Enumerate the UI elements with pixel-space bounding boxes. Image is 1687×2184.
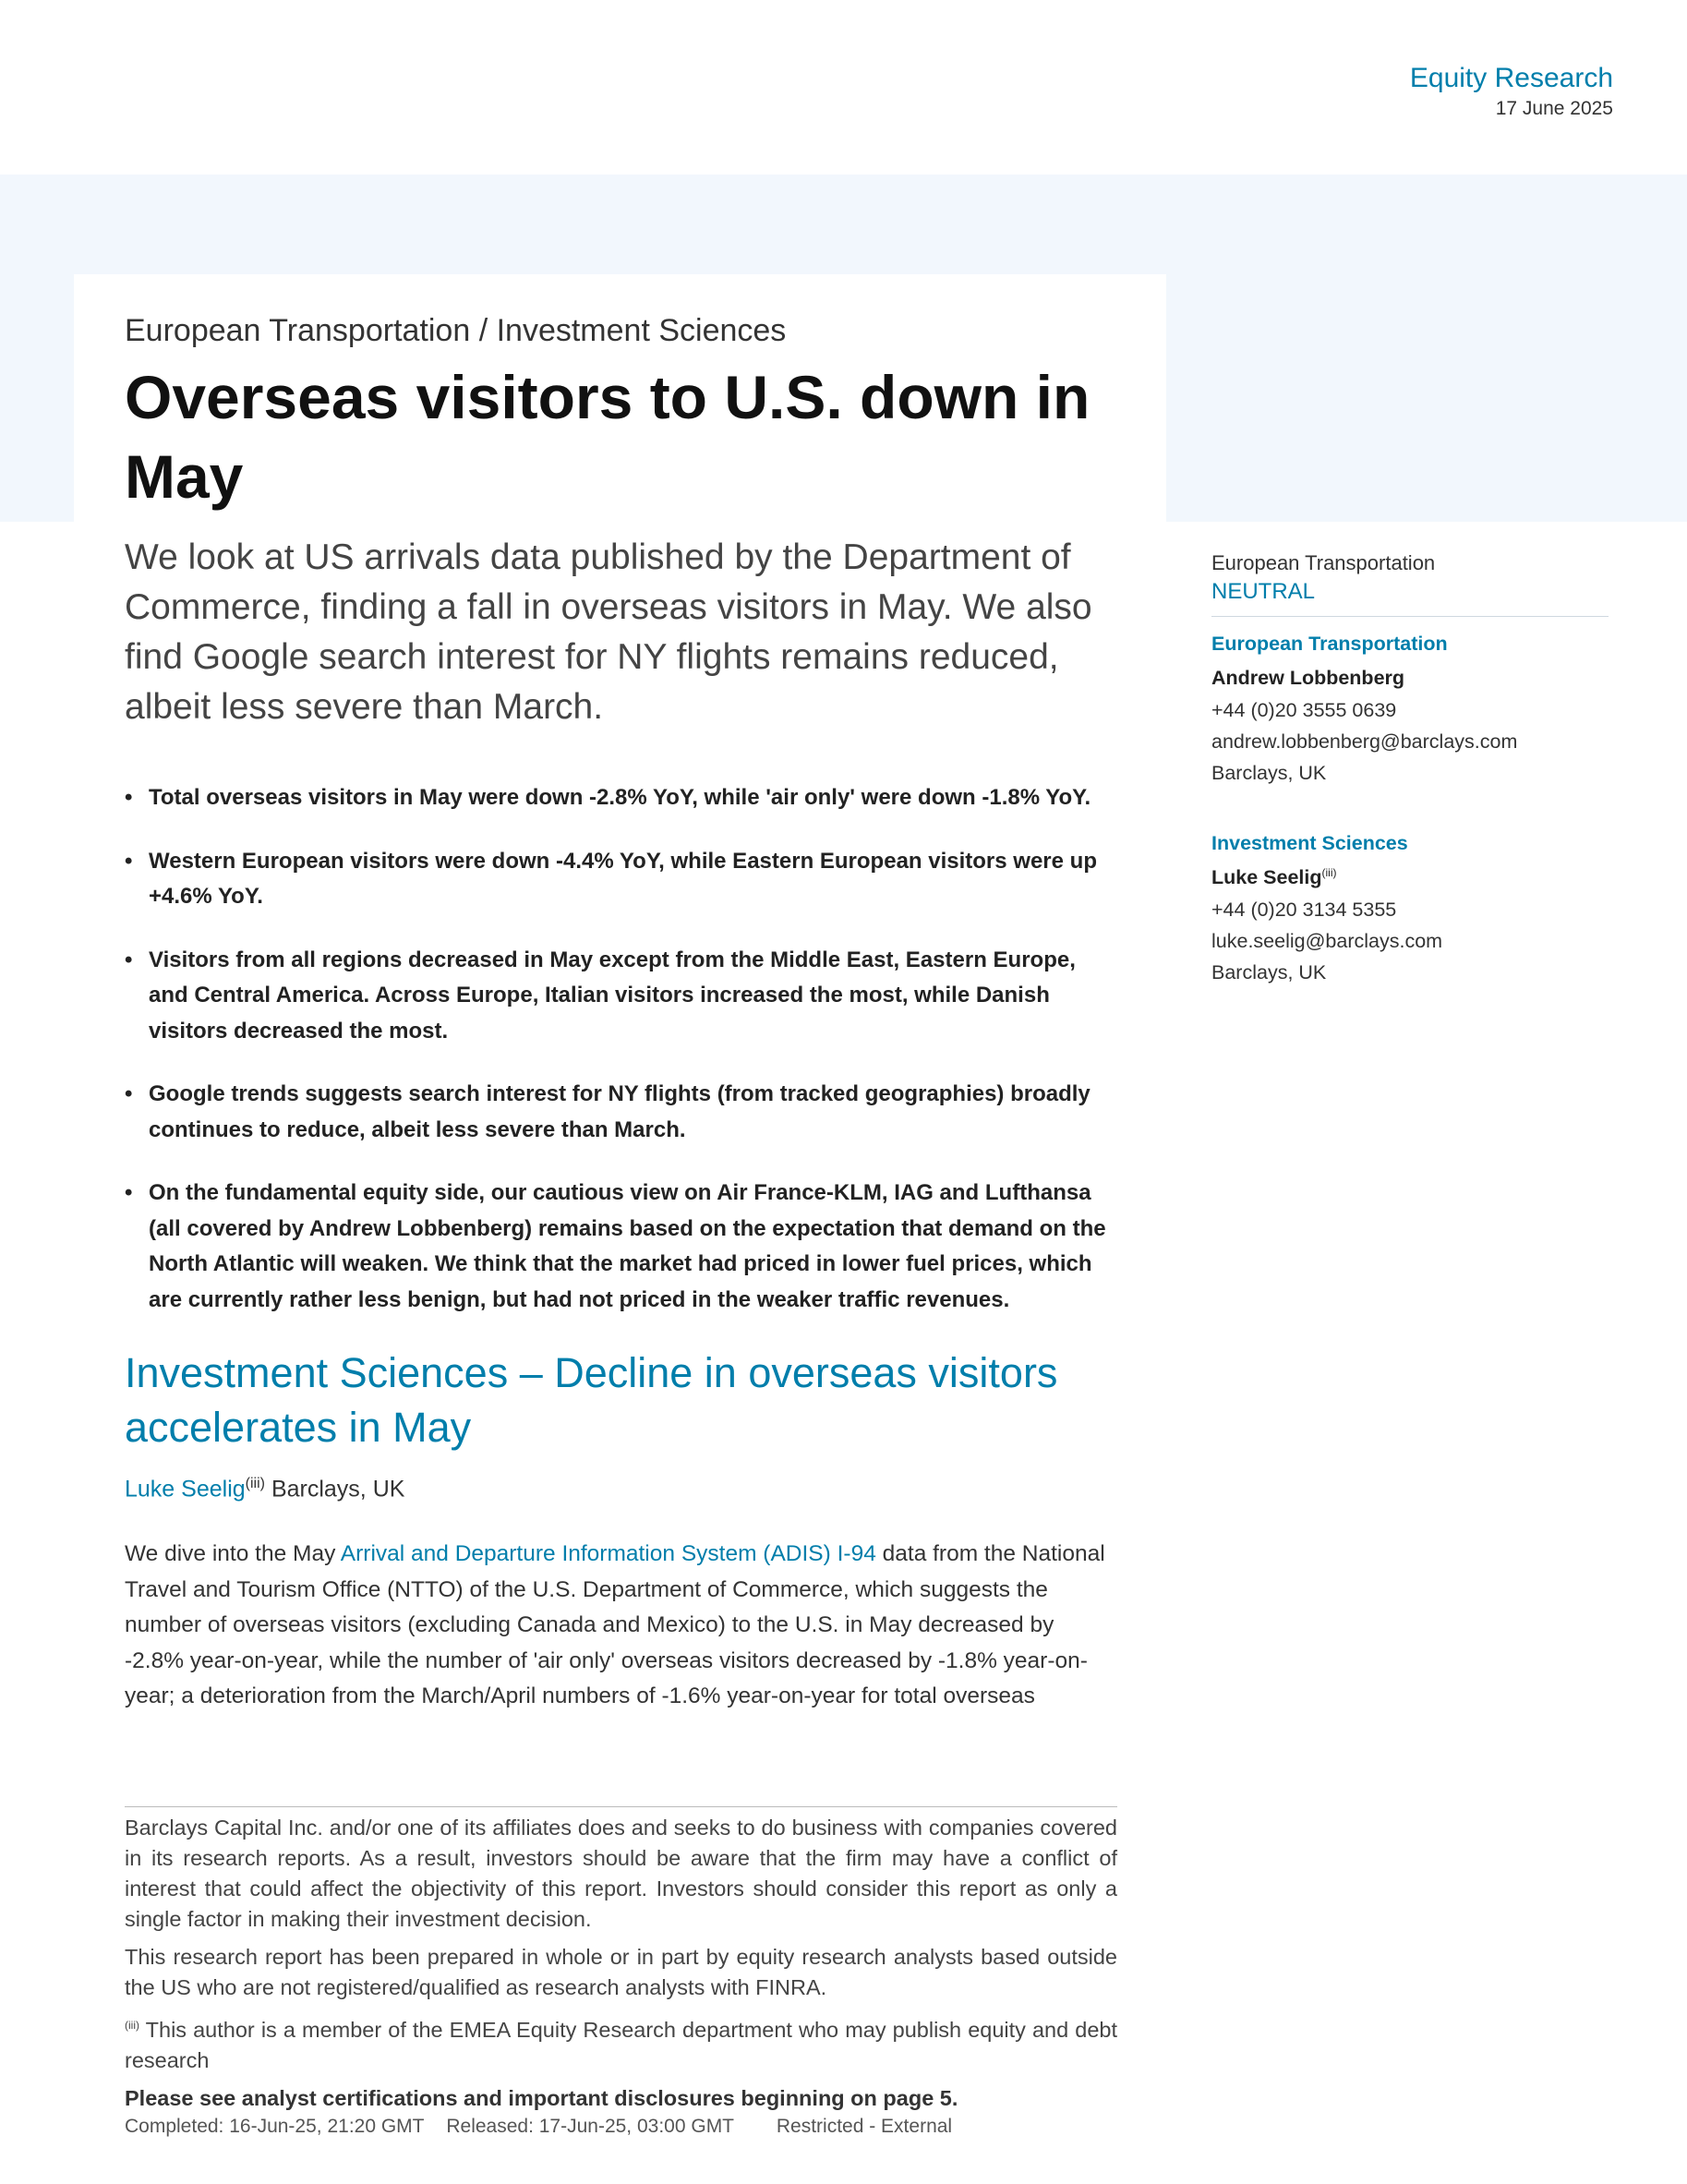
author-link[interactable]: Luke Seelig <box>125 1476 246 1502</box>
disclosure-notice: Please see analyst certifications and important disclosures beginning on page 5. <box>125 2085 958 2110</box>
key-point-text: Western European visitors were down -4.4% YoY, while Eastern European visitors were up +4.6% YoY. <box>149 848 1097 909</box>
key-point <box>125 780 1118 816</box>
key-point-text: On the fundamental equity side, our cautious view on Air France-KLM, IAG and Lufthansa (all covered by Andrew Lobbenberg) remains based on the expectation that demand on the North Atlantic will weaken. We think that the market had priced in lower fuel prices, which are currently rather less benign, but had not priced in the weaker traffic revenues. <box>149 1180 1106 1312</box>
footnote-text: This author is a member of the EMEA Equity Research department who may publish equity and debt research <box>125 2017 1117 2072</box>
distribution-label: Restricted - External <box>776 2115 953 2137</box>
analyst-phone: +44 (0)20 3555 0639 <box>1211 699 1397 722</box>
analyst-location: Barclays, UK <box>1211 762 1327 785</box>
article-byline <box>125 1467 1118 1505</box>
analyst-name-text: Luke Seelig <box>1211 866 1322 889</box>
analyst-location: Barclays, UK <box>1211 961 1327 984</box>
key-point-text: Visitors from all regions decreased in May except from the Middle East, Eastern Europe, and Central America. Across Europe, Italian visitors increased the most, while Danish visitors decreased the most. <box>149 947 1076 1044</box>
disclaimer-finra: This research report has been prepared in whole or in part by equity research analysts based outside the US who are not registered/qualified as research analysts with FINRA. <box>125 1945 1117 1999</box>
analyst-sidebar <box>1211 549 1609 988</box>
spacer <box>1211 789 1609 816</box>
disclaimer-conflict: Barclays Capital Inc. and/or one of its affiliates does and seeks to do business with companies covered in its research reports. As a result, investors should be aware that the firm may have a conflict of interest that could affect the objectivity of this report. Investors should consider this report as only a single factor in making their investment decision. <box>125 1816 1117 1931</box>
report-type-label: Equity Research <box>1409 63 1613 93</box>
released-time: Released: 17-Jun-25, 03:00 GMT <box>446 2115 735 2137</box>
report-date: 17 June 2025 <box>1495 98 1613 119</box>
bullet-marker: • <box>125 785 133 810</box>
analyst-footnote-mark: (iii) <box>1321 866 1337 880</box>
article-heading: Investment Sciences – Decline in overseas visitors accelerates in May <box>125 1349 1058 1451</box>
key-point <box>125 1077 1118 1148</box>
key-point <box>125 844 1118 915</box>
analyst-team: European Transportation <box>1211 633 1448 655</box>
key-point <box>125 1176 1118 1318</box>
key-point-text: Total overseas visitors in May were down -2.8% YoY, while 'air only' were down -1.8% YoY. <box>149 785 1091 810</box>
section-label: European Transportation / Investment Sciences <box>125 313 787 348</box>
completed-time: Completed: 16-Jun-25, 21:20 GMT <box>125 2115 425 2137</box>
bullet-marker: • <box>125 947 133 972</box>
bullet-marker: • <box>125 848 133 874</box>
disclaimer-footer <box>125 1806 1117 2140</box>
footnote-mark: (iii) <box>125 2019 139 2032</box>
key-points-list <box>125 780 1118 1318</box>
bullet-marker: • <box>125 1180 133 1205</box>
footnote-iii <box>125 2010 1117 2076</box>
author-footnote-mark: (iii) <box>245 1476 265 1491</box>
report-title: Overseas visitors to U.S. down in May <box>125 363 1091 511</box>
sector-rating: NEUTRAL <box>1211 577 1609 617</box>
sector-label: European Transportation <box>1211 551 1436 574</box>
analyst-team: Investment Sciences <box>1211 832 1408 855</box>
analyst-name <box>1211 658 1609 694</box>
report-timestamps <box>125 2114 1117 2140</box>
article-body <box>125 1537 1118 1715</box>
analyst-email[interactable]: andrew.lobbenberg@barclays.com <box>1211 730 1518 754</box>
analyst-phone: +44 (0)20 3134 5355 <box>1211 899 1397 922</box>
analyst-name-text: Andrew Lobbenberg <box>1211 667 1405 690</box>
key-point-text: Google trends suggests search interest for NY flights (from tracked geographies) broadly continues to reduce, albeit less severe than March. <box>149 1081 1091 1142</box>
body-text-rest: data from the National Travel and Tourism Office (NTTO) of the U.S. Department of Commerce, which suggests the number of overseas visitors (excluding Canada and Mexico) to the U.S. in May decreased by -2.8% year-on-year, while the number of 'air only' overseas visitors decreased by -1.8% year-on-year; a deterioration from the March/April numbers of -1.6% year-on-year for total overseas <box>125 1541 1105 1709</box>
body-text-start: We dive into the May <box>125 1541 341 1567</box>
report-header <box>1410 61 1613 122</box>
adis-link[interactable]: Arrival and Departure Information System (ADIS) I-94 <box>340 1541 876 1567</box>
analyst-name <box>1211 857 1609 894</box>
key-point <box>125 943 1118 1050</box>
author-location: Barclays, UK <box>271 1476 405 1502</box>
main-column <box>125 311 1118 1715</box>
bullet-marker: • <box>125 1081 133 1106</box>
analyst-email[interactable]: luke.seelig@barclays.com <box>1211 930 1443 953</box>
report-summary: We look at US arrivals data published by the Department of Commerce, finding a fall in overseas visitors in May. We also find Google search interest for NY flights remains reduced, albeit less severe than March. <box>125 537 1092 727</box>
